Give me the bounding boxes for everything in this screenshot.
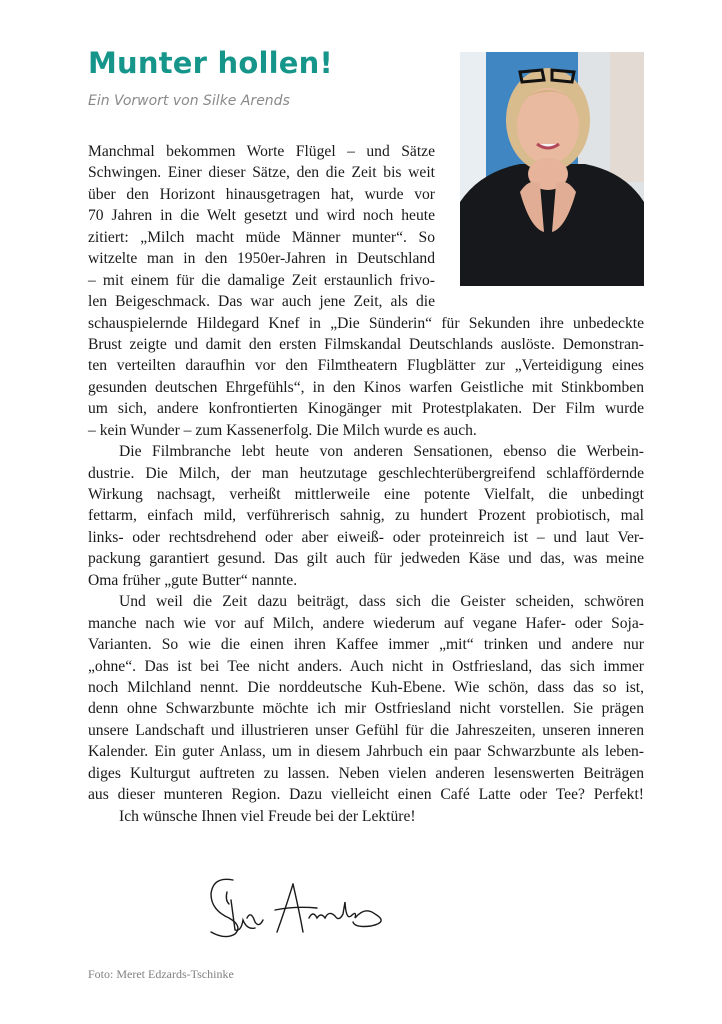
body-line: um sich, andere konfrontierten Kinogänger mit Protestplakaten. Der Film wurde [88,400,644,418]
body-line: witzelte man in den 1950er-Jahren in Deutschland [88,250,435,268]
body-line: zitiert: „Milch macht müde Männer munter“. So [88,228,435,246]
body-line: packung garantiert gesund. Das gilt auch für jedweden Käse und das, was meine [88,550,644,568]
body-line: „ohne“. Das ist bei Tee nicht anders. Auch nicht in Ostfriesland, das sich immer [88,657,644,675]
body-line: manche nach wie vor auf Milch, andere wiederum auf vegane Hafer- oder Soja- [88,614,644,632]
body-line: fettarm, einfach mild, verführerisch sahnig, zu hundert Prozent probiotisch, mal [88,507,644,525]
body-line: noch Milchland nennt. Die norddeutsche Kuh-Ebene. Wie schön, dass das so ist, [88,678,644,696]
body-line: schauspielernde Hildegard Knef in „Die Sünderin“ für Sekunden ihre unbedeckte [88,314,644,332]
handwritten-signature [205,870,405,940]
body-line: Und weil die Zeit dazu beiträgt, dass sich die Geister scheiden, schwören [119,593,644,611]
body-line: denn ohne Schwarzbunte möchte ich mir Ostfriesland nicht vorstellen. Sie prägen [88,700,644,718]
body-line: Brust zeigte und damit den ersten Filmskandal Deutschlands auslöste. Demonstran- [88,335,644,353]
body-line: Schwingen. Einer dieser Sätze, den die Zeit bis weit [88,164,435,182]
body-line: – kein Wunder – zum Kassenerfolg. Die Milch wurde es auch. [88,421,477,439]
body-line: 70 Jahren in die Welt gesetzt und wird noch heute [88,207,435,225]
body-line: links- oder rechtsdrehend oder aber eiweiß- oder proteinreich ist – und laut Ver- [88,528,644,546]
body-line: dustrie. Die Milch, der man heutzutage geschlechterübergreifend schlaffördernde [88,464,644,482]
body-line: Varianten. So wie die einen ihren Kaffee immer „mit“ trinken und andere nur [88,636,644,654]
body-line: Wirkung nachsagt, verheißt mittlerweile eine potente Vielfalt, die unbedingt [88,486,644,503]
body-line: Die Filmbranche lebt heute von anderen Sensationen, ebenso die Werbein- [119,443,644,461]
body-line: aus dieser munteren Region. Dazu vielleicht einen Café Latte oder Tee? Perfekt! [88,786,644,804]
body-line: Oma früher „gute Butter“ nannte. [88,571,298,589]
page-title: Munter hollen! [88,46,333,80]
body-line: Ich wünsche Ihnen viel Freude bei der Lektüre! [119,807,416,825]
body-line: gesunden deutschen Ehrgefühls“, in den Kinos warfen Geistliche mit Stinkbomben [88,378,644,396]
signature-image [205,870,405,940]
body-line: len Beigeschmack. Das war auch jene Zeit, als die [88,293,435,311]
body-line: unsere Landschaft und illustrieren unser Gefühl für die Jahreszeiten, unseren inneren [88,721,644,739]
body-line: – mit einem für die damalige Zeit erstaunlich frivo- [88,271,435,289]
foreword-body [88,141,644,827]
body-line: über den Horizont hinausgetragen hat, wurde vor [88,185,435,203]
body-line: ten verteilten daraufhin vor den Filmtheatern Flugblätter zur „Verteidigung eines [88,357,644,375]
photo-credit: Foto: Meret Edzards-Tschinke [88,967,234,981]
body-line: Kalender. Ein guter Anlass, um in diesem Jahrbuch ein paar Schwarzbunte als leben- [88,743,644,761]
body-line: Manchmal bekommen Worte Flügel – und Sätze [88,143,435,160]
subtitle: Ein Vorwort von Silke Arends [88,93,290,109]
body-line: diges Kulturgut auftreten zu lassen. Neben vielen anderen lesenswerten Beiträgen [88,764,644,782]
